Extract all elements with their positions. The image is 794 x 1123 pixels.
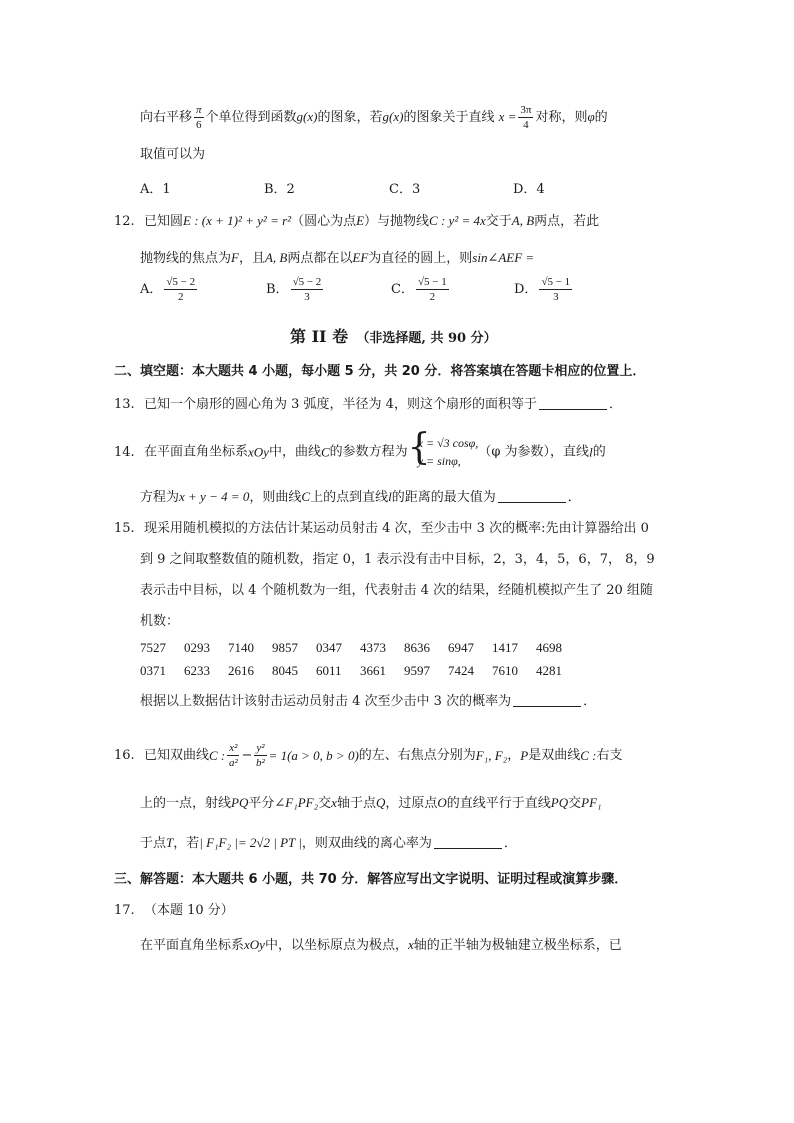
q16-line1 (114, 742, 622, 769)
q12-text: ，且 (238, 251, 265, 266)
option-fraction (291, 276, 324, 303)
random-number: 6947 (448, 640, 474, 655)
phi-symbol: φ (587, 109, 595, 125)
q15-line5 (140, 694, 596, 708)
option-letter: B． (266, 282, 289, 298)
q12-option-c (391, 276, 451, 303)
point-q: Q (375, 795, 386, 810)
q16-text: 交 (568, 796, 582, 811)
point-t: T (166, 835, 174, 850)
brace-glyph: { (407, 427, 431, 468)
q15-line2: 到 9 之间取整数值的随机数，指定 0，1 表示没有击中目标，2，3，4，5，6，7， 8，9 (140, 552, 655, 567)
curve-c: C (320, 444, 330, 460)
q16-text: 的左、右焦点分别为 (358, 748, 476, 764)
random-number: 0371 (140, 663, 166, 678)
line-l: l (589, 444, 593, 460)
q11-text: 的图象，若 (317, 110, 383, 126)
frac-den: b² (256, 757, 265, 770)
random-number: 4281 (536, 663, 562, 678)
question-number: 16. (114, 748, 135, 764)
q12-text: 交于 (485, 214, 512, 229)
xoy-symbol: xOy (248, 444, 269, 460)
q16-text: ，则双曲线的离心率为 (301, 836, 432, 851)
ray-pq: PQ (231, 795, 249, 810)
frac-den: 4 (523, 119, 529, 132)
frac-num: √5 − 2 (291, 276, 324, 290)
random-number: 7527 (140, 640, 166, 655)
q12-option-a (140, 276, 199, 303)
ray-pq: PQ (550, 795, 569, 810)
random-numbers-row-2 (140, 663, 580, 679)
part3-heading: 三、解答题：本大题共 6 小题，共 70 分．解答应写出文字说明、证明过程或演算步骤． (114, 872, 628, 887)
frac-num: x² (227, 742, 239, 756)
q16-text: 上的一点，射线 (140, 796, 232, 811)
section-title-sub: （非选择题, 共 90 分） (356, 331, 497, 346)
section-title-main: 第 II 卷 (290, 327, 349, 346)
hyperbola-c: C : (580, 748, 597, 764)
answer-blank[interactable] (434, 836, 502, 849)
frac-num: 3π (518, 104, 533, 118)
q16-line2 (140, 796, 602, 810)
point-e: E (356, 213, 365, 228)
parametric-system (407, 427, 479, 470)
q14-text: 的距离的最大值为 (391, 490, 496, 505)
question-number: 12. (114, 214, 135, 229)
random-number: 3661 (360, 663, 386, 678)
q16-text: 平分 (248, 796, 275, 811)
distance-condition: | F₁F₂ |= 2√2 | PT | (199, 835, 302, 850)
q14-text: 方程为 (140, 490, 180, 505)
frac-num: √5 − 1 (539, 276, 572, 290)
param-row-1: x = √3 cosφ, (417, 436, 479, 450)
q12-option-d (514, 276, 574, 303)
random-number: 8045 (272, 663, 298, 678)
x-axis: x (407, 937, 414, 952)
option-letter: A． (140, 282, 163, 298)
segment-ef: EF (352, 250, 369, 265)
random-number: 1417 (492, 640, 518, 655)
frac-den: 2 (178, 291, 184, 304)
random-number: 9597 (404, 663, 430, 678)
random-number: 6233 (184, 663, 210, 678)
angle-f1pf2: ∠F₁PF₂ (274, 795, 319, 810)
q12-text: 两点，若此 (534, 214, 600, 229)
foci: F₁, F₂ (475, 748, 508, 764)
frac-num: √5 − 2 (164, 276, 197, 290)
random-number: 7424 (448, 663, 474, 678)
question-number: 15. (114, 521, 135, 536)
random-numbers-row-1 (140, 640, 580, 656)
hyperbola-c: C : (209, 748, 226, 764)
q17-text: 在平面直角坐标系 (140, 938, 245, 953)
x-axis: x (331, 795, 337, 810)
random-number: 4698 (536, 640, 562, 655)
q11-line2: 取值可以为 (140, 147, 206, 162)
circle-equation: E : (x + 1)² + y² = r² (183, 213, 292, 228)
q14-text: （φ 为参数），直线 (478, 444, 590, 460)
q11-line1 (140, 104, 608, 131)
q16-text: 轴于点 (336, 796, 376, 811)
option-letter: C． (391, 282, 414, 298)
q14-text: 中，曲线 (268, 444, 321, 460)
random-number: 4373 (360, 640, 386, 655)
q13-text: ． (608, 397, 622, 412)
hyperbola-condition: = 1(a > 0, b > 0) (268, 748, 359, 764)
q16-text: ，若 (173, 836, 200, 851)
frac-den: 6 (196, 119, 202, 132)
q16-text: ． (503, 836, 517, 851)
q17-text: 中，以坐标原点为极点， (264, 938, 408, 953)
parabola-equation: C : y² = 4x (429, 213, 486, 228)
q12-line1 (114, 214, 599, 228)
q15-text: ． (583, 694, 597, 709)
q12-option-b (266, 276, 325, 303)
line-equation: x + y − 4 = 0 (179, 489, 250, 504)
random-number: 8636 (404, 640, 430, 655)
q11-option-b: B．2 (264, 182, 295, 197)
q12-text: 两点都在以 (287, 251, 353, 266)
random-number: 7140 (228, 640, 254, 655)
q15-text: 根据以上数据估计该射击运动员射击 4 次至少击中 3 次的概率为 (140, 694, 512, 709)
q11-text: 对称，则 (535, 110, 588, 126)
q11-text: 个单位得到函数 (205, 110, 297, 126)
q11-option-a: A．1 (140, 182, 171, 197)
point-p: P (520, 748, 529, 764)
g-function: g(x) (296, 109, 318, 125)
part2-heading: 二、填空题：本大题共 4 小题，每小题 5 分，共 20 分．将答案填在答题卡相应的位置上． (114, 364, 646, 379)
curve-c: C (301, 489, 311, 504)
q16-text: 右支 (596, 748, 623, 764)
q11-option-c: C．3 (389, 182, 421, 197)
origin-o: O (437, 795, 447, 810)
q16-text: 是双曲线 (528, 748, 581, 764)
xoy-symbol: xOy (244, 937, 265, 952)
q16-text: ，过原点 (385, 796, 438, 811)
axis-fraction (518, 104, 533, 131)
q14-line2 (140, 490, 581, 504)
q15-line4: 机数： (140, 614, 180, 629)
q16-text: ， (507, 748, 521, 764)
q12-text: ）与抛物线 (364, 214, 430, 229)
q11-text: 向右平移 (140, 110, 193, 126)
q15-text: 现采用随机模拟的方法估计某运动员射击 4 次，至少击中 3 次的概率:先由计算器给出 0 (144, 521, 649, 536)
minus-sign: − (241, 748, 253, 764)
q16-line3 (140, 836, 517, 850)
line-x: x = (498, 109, 517, 125)
section-title (290, 329, 497, 345)
q17-line1 (140, 938, 622, 952)
q13-text: 已知一个扇形的圆心角为 3 弧度，半径为 4，则这个扇形的面积等于 (144, 397, 537, 412)
random-number: 2616 (228, 663, 254, 678)
option-letter: D． (514, 282, 538, 298)
points-ab: A, B (511, 213, 535, 228)
q11-text: 的 (594, 110, 608, 126)
sin-expression: sin∠AEF = (472, 250, 535, 265)
q16-text: 的直线平行于直线 (446, 796, 551, 811)
segment-pf1: PF₁ (581, 795, 602, 810)
q14-text: 的 (592, 444, 606, 460)
q17-header (114, 904, 234, 917)
question-number: 14. (114, 444, 135, 460)
y2-over-b2 (254, 742, 266, 769)
frac-num: √5 − 1 (416, 276, 449, 290)
frac-num: y² (254, 742, 266, 756)
question-number: 17. (114, 903, 135, 918)
q14-text: 上的点到直线 (310, 490, 389, 505)
q12-text: 已知圆 (144, 214, 184, 229)
option-fraction (416, 276, 449, 303)
q17-text: 轴的正半轴为极轴建立极坐标系，已 (413, 938, 622, 953)
answer-blank[interactable] (498, 490, 566, 503)
shift-fraction (194, 104, 204, 131)
question-number: 13. (114, 397, 135, 412)
q13 (114, 397, 622, 411)
q12-text: 为直径的圆上，则 (368, 251, 473, 266)
option-fraction (539, 276, 572, 303)
param-row-2: y = sinφ, (417, 454, 461, 468)
q11-text: 的图象关于直线 (403, 110, 495, 126)
q14-text: 在平面直角坐标系 (144, 444, 249, 460)
q16-text: 于点 (140, 836, 167, 851)
frac-den: 2 (429, 291, 436, 304)
line-l: l (388, 489, 392, 504)
frac-den: a² (228, 757, 238, 770)
q17-score: （本题 10 分） (144, 903, 234, 918)
q14-text: ，则曲线 (249, 490, 302, 505)
q14-line1 (114, 427, 606, 470)
answer-blank[interactable] (539, 397, 607, 410)
focus-f: F (231, 250, 239, 265)
q11-option-d: D．4 (513, 182, 545, 197)
points-ab: A, B (264, 250, 288, 265)
frac-den: 3 (553, 291, 559, 304)
frac-num: π (194, 104, 204, 118)
q15-line3: 表示击中目标，以 4 个随机数为一组，代表射击 4 次的结果，经随机模拟产生了 20 组随 (140, 583, 653, 598)
random-number: 9857 (272, 640, 298, 655)
random-number: 7610 (492, 663, 518, 678)
q12-text: （圆心为点 (291, 214, 357, 229)
g-function: g(x) (382, 109, 404, 125)
frac-den: 3 (304, 291, 310, 304)
q14-text: ． (567, 490, 581, 505)
q16-text: 交 (318, 796, 332, 811)
q12-text: 抛物线的焦点为 (140, 251, 232, 266)
answer-blank[interactable] (513, 694, 581, 707)
random-number: 0347 (316, 640, 342, 655)
random-number: 0293 (184, 640, 210, 655)
random-number: 6011 (316, 663, 342, 678)
q16-text: 已知双曲线 (144, 748, 210, 764)
q14-text: 的参数方程为 (329, 444, 408, 460)
option-fraction (164, 276, 197, 303)
q15-line1 (114, 522, 649, 535)
x2-over-a2 (227, 742, 239, 769)
q12-line2 (140, 251, 534, 265)
